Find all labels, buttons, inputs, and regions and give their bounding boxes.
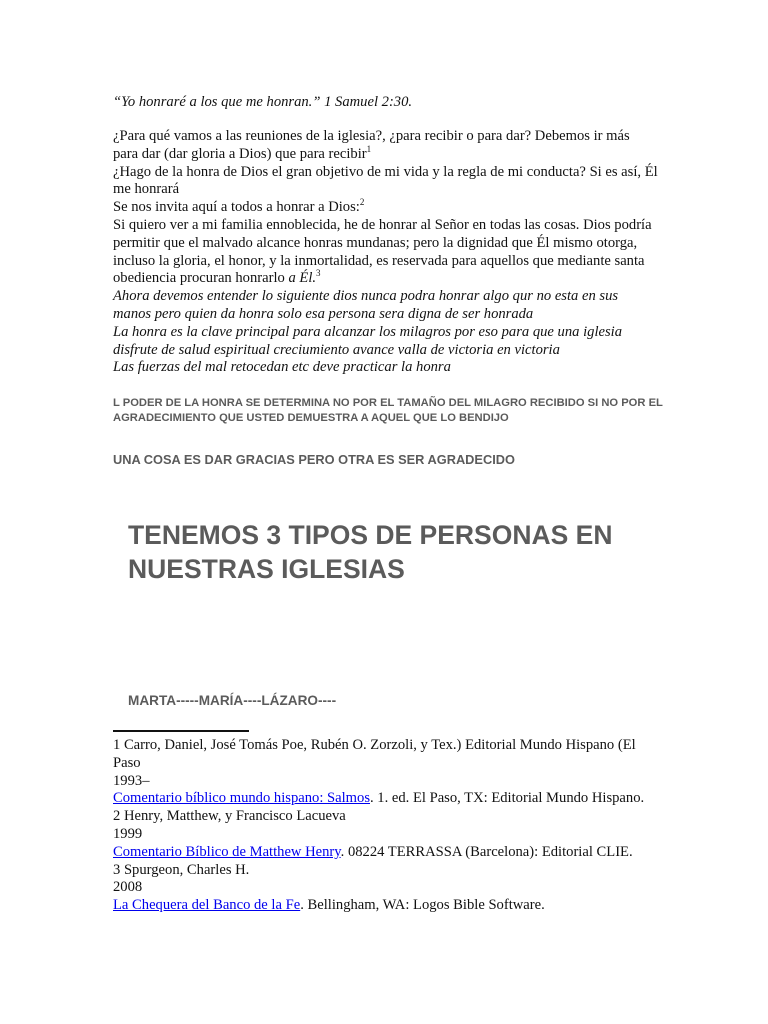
names-text: MARTA-----MARÍA----LÁZARO---- [128,693,337,708]
italic-paragraph-2 [113,324,658,360]
footnote-ref-2: 2 [359,197,365,208]
footnote-2-publisher: . 08224 TERRASSA (Barcelona): Editorial CLIE. [340,843,633,860]
honor-power-statement [113,396,663,426]
footnote-3 [113,862,658,915]
footnote-1-year: 1993– [113,772,150,789]
footnote-2 [113,808,658,861]
footnote-3-publisher: . Bellingham, WA: Logos Bible Software. [300,897,545,914]
honor-power-text: L PODER DE LA HONRA SE DETERMINA NO POR EL TAMAÑO DEL MILAGRO RECIBIDO SI NO POR EL AGRADECIMIENTO QUE USTED DEMUESTRA A AQUEL QUE LO BENDIJO [113,397,663,424]
paragraph-1 [113,128,658,164]
gratitude-statement [113,452,663,468]
quote-text: “Yo honraré a los que me honran.” 1 Samuel 2:30. [113,94,413,110]
footnote-separator [113,730,249,732]
footnote-3-link[interactable]: La Chequera del Banco de la Fe [113,897,301,914]
section-heading [128,518,668,586]
footnote-3-citation [113,897,658,915]
italic-paragraph-3-text: Las fuerzas del mal retocedan etc deve practicar la honra [113,359,451,376]
footnote-ref-1: 1 [366,143,372,154]
footnote-1-authors: 1 Carro, Daniel, José Tomás Poe, Rubén O. Zorzoli, y Tex.) Editorial Mundo Hispano (El Paso [113,737,636,771]
footnote-2-authors: 2 Henry, Matthew, y Francisco Lacueva [113,808,346,825]
paragraph-1-text: ¿Para qué vamos a las reuniones de la iglesia?, ¿para recibir o para dar? Debemos ir más para dar (dar gloria a Dios) que para recibir [113,128,630,162]
italic-paragraph-1 [113,288,658,324]
footnote-1 [113,737,658,808]
footnote-1-publisher: . 1. ed. El Paso, TX: Editorial Mundo Hispano. [370,790,645,807]
paragraph-4 [113,217,658,288]
gratitude-text: UNA COSA ES DAR GRACIAS PERO OTRA ES SER AGRADECIDO [113,452,515,467]
footnote-2-year: 1999 [113,825,143,842]
footnote-1-link[interactable]: Comentario bíblico mundo hispano: Salmos [113,790,370,807]
footnote-3-authors: 3 Spurgeon, Charles H. [113,861,250,878]
paragraph-2-text: ¿Hago de la honra de Dios el gran objetivo de mi vida y la regla de mi conducta? Si es así, Él me honrará [113,163,658,198]
footnote-2-link[interactable]: Comentario Bíblico de Matthew Henry [113,843,341,860]
footnotes [113,737,658,915]
italic-paragraph-1-text: Ahora devemos entender lo siguiente dios nunca podra honrar algo qur no esta en sus manos pero quien da honra solo esa persona sera digna de ser honrada [113,288,619,322]
names-line [128,692,528,710]
paragraph-3-text: Se nos invita aquí a todos a honrar a Dios: [113,199,360,216]
italic-paragraph-3 [113,359,658,377]
footnote-1-citation [113,790,658,808]
footnote-3-year: 2008 [113,879,143,896]
paragraph-3 [113,199,658,217]
paragraph-2 [113,164,658,200]
section-heading-text: TENEMOS 3 TIPOS DE PERSONAS EN NUESTRAS IGLESIAS [128,520,613,584]
scripture-quote [113,94,673,112]
footnote-ref-3: 3 [316,268,321,279]
footnote-2-citation [113,844,658,862]
body-text [113,128,658,377]
italic-paragraph-2-text: La honra es la clave principal para alcanzar los milagros por eso para que una iglesia disfrute de salud espiritual creciumiento avance valla de victoria en victoria [113,323,623,358]
paragraph-4-italic: a Él. [288,270,317,287]
paragraph-4-text: Si quiero ver a mi familia ennoblecida, he de honrar al Señor en todas las cosas. Dios podría permitir que el malvado alcance honras mundanas; pero la dignidad que Él mismo otorga, incluso la gloria, el honor, y la inmortalidad, es reservada para aquellos que mediante santa obediencia procuran honrarlo [113,216,652,287]
